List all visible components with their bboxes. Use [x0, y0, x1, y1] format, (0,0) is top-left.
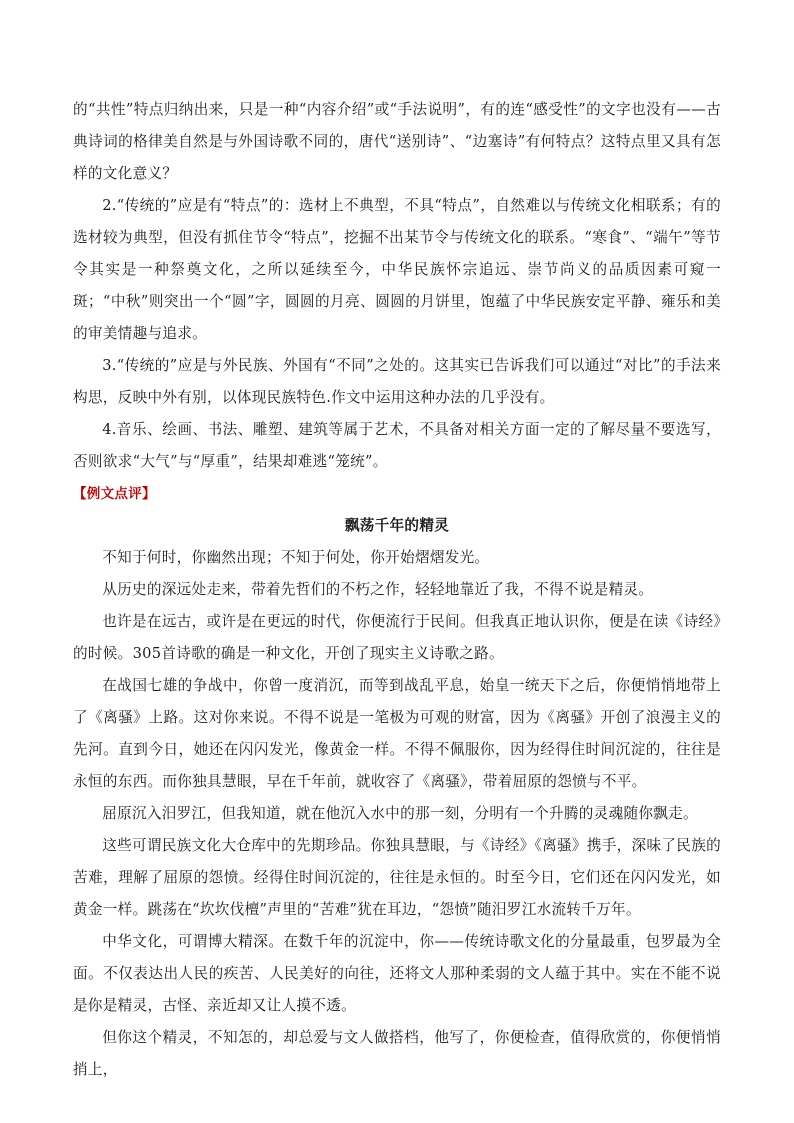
intro-paragraph: 4.音乐、绘画、书法、雕塑、建筑等属于艺术，不具备对相关方面一定的了解尽量不要选写，否则欲求“大气”与“厚重”，结果却难逃“笼统”。: [73, 421, 721, 470]
essay-paragraph: 中华文化，可谓博大精深。在数千年的沉淀中，你——传统诗歌文化的分量最重，包罗最为全面。不仅表达出人民的疾苦、人民美好的向往，还将文人那种柔弱的文人蕴于其中。实在不能不说是你是精灵，古怪、亲近却又让人摸不透。: [73, 933, 721, 1014]
essay-paragraph: 也许是在远古，或许是在更远的时代，你便流行于民间。但我真正地认识你，便是在读《诗经》的时候。305首诗歌的确是一种文化，开创了现实主义诗歌之路。: [73, 613, 721, 662]
essay-paragraph: 屈原沉入汨罗江，但我知道，就在他沉入水中的那一刻，分明有一个升腾的灵魂随你飘走。: [102, 805, 698, 822]
essay-paragraph: 不知于何时，你幽然出现；不知于何处，你开始熠熠发光。: [102, 549, 490, 566]
essay-paragraph: 在战国七雄的争战中，你曾一度消沉，而等到战乱平息，始皇一统天下之后，你便悄悄地带上了《离骚》上路。这对你来说。不得不说是一笔极为可观的财富，因为《离骚》开创了浪漫主义的先河。直到今日，她还在闪闪发光，像黄金一样。不得不佩服你，因为经得住时间沉淀的，往往是永恒的东西。而你独具慧眼，早在千年前，就收容了《离骚》，带着屈原的怨愤与不平。: [73, 677, 721, 790]
intro-paragraph: 的“共性”特点归纳出来，只是一种“内容介绍”或“手法说明”，有的连“感受性”的文字也没有——古典诗词的格律美自然是与外国诗歌不同的，唐代“送别诗”、“边塞诗”有何特点？这特点里又具有怎样的文化意义？: [73, 101, 721, 182]
intro-paragraph: 3.“传统的”应是与外民族、外国有“不同”之处的。这其实已告诉我们可以通过“对比”的手法来构思，反映中外有别，以体现民族特色.作文中运用这种办法的几乎没有。: [73, 357, 721, 406]
document-page: [73, 94, 721, 1086]
essay-title: 飘荡千年的精灵: [344, 517, 450, 534]
section-label: 【例文点评】: [73, 486, 156, 502]
essay-paragraph: 但你这个精灵，不知怎的，却总爱与文人做搭档，他写了，你便检查，值得欣赏的，你便悄悄捎上，: [73, 1029, 721, 1078]
essay-paragraph: 这些可谓民族文化大仓库中的先期珍品。你独具慧眼，与《诗经》《离骚》携手，深味了民族的苦难，理解了屈原的怨愤。经得住时间沉淀的，往往是永恒的。时至今日，它们还在闪闪发光，如黄金一样。跳荡在“坎坎伐檀”声里的“苦难”犹在耳边，“怨愤”随汨罗江水流转千万年。: [73, 837, 721, 918]
essay-paragraph: 从历史的深远处走来，带着先哲们的不朽之作，轻轻地靠近了我，不得不说是精灵。: [102, 581, 654, 598]
intro-paragraph: 2.“传统的”应是有“特点”的：选材上不典型，不具“特点”，自然难以与传统文化相联系；有的选材较为典型，但没有抓住节令“特点”，挖掘不出某节令与传统文化的联系。“寒食”、“端午”等节令其实是一种祭奠文化，之所以延续至今，中华民族怀宗追远、崇节尚义的品质因素可窥一斑；“中秋”则突出一个“圆”字，圆圆的月亮、圆圆的月饼里，饱蕴了中华民族安定平静、雍乐和美的审美情趣与追求。: [73, 197, 721, 342]
